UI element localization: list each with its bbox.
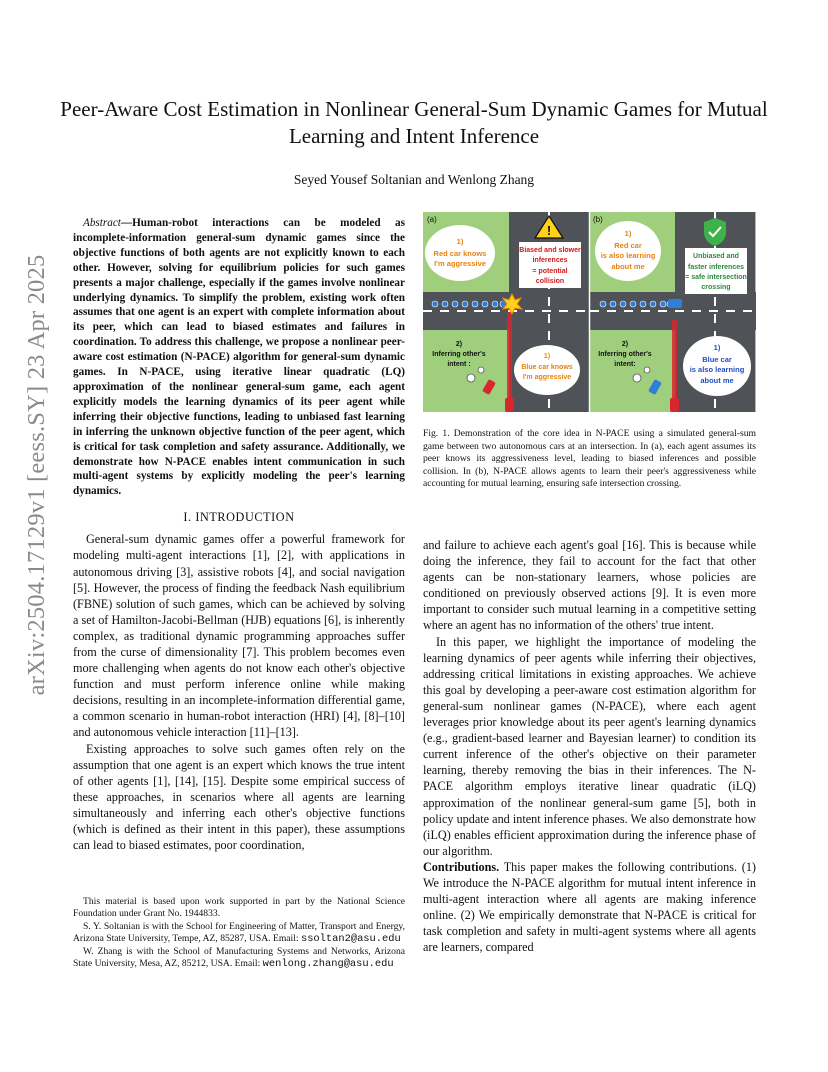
a-top-bubble-line: Red car knows [433, 249, 487, 258]
b-bottom-bubble-line: is also learning [689, 365, 745, 374]
footnotes [73, 896, 405, 970]
b-bottom-bubble-line: about me [700, 376, 734, 385]
intro-paragraph-1: General-sum dynamic games offer a powerful framework for modeling multi-agent interactions [1], [2], with applications in autonomous driving [3], assistive robots [4], and social navigation [5]. However, the process of finding the feedback Nash equilibrium (FBNE) solution of such games, which can be achieved by solving a set of Hamilton-Jacobi-Bellman (HJB) equations [6], is inherently complex, as traditional dynamic programming approaches suffer from the curse of dimensionality [7]. This problem becomes even more challenging when agents do not know each other's objective function and must perform inference online while making decisions, resulting in an incomplete-information differential game, a common scenario in human-robot interaction (HRI) [4], [8]–[10] and autonomous vehicle interaction [11]–[13]. [73, 532, 405, 740]
panel-b-label: (b) [593, 215, 603, 224]
right-paragraph-3: This paper makes the following contributions. (1) We introduce the N-PACE algorithm for mutual intent inference in multi-agent interaction where all agents are making inference online. (2) We empirically demonstrate that N-PACE is critical for task completion and safety in multi-agent systems where all agents are learners, compared [423, 859, 756, 955]
arxiv-stamp [22, 254, 52, 696]
b-top-bubble-line: Red car [614, 241, 642, 250]
a-warning-line: Biased and slower [519, 247, 581, 254]
section-heading: I. INTRODUCTION [183, 510, 295, 525]
left-column [73, 216, 405, 853]
arxiv-id: arXiv:2504.17129v1 [eess.SY] 23 Apr 2025 [23, 254, 50, 696]
abstract-text: —Human-robot interactions can be modeled as incomplete-information general-sum dynamic games since the objective functions of both agents are not explicitly known to each other. However, solving for equilibrium policies for such games presents a major challenge, especially if the games involve nonlinear underlying dynamics. To simplify the problem, existing work often assumes that one agent is an expert with complete information about its peer, which can lead to biased estimates and failures in coordination. To address this challenge, we propose a nonlinear peer-aware cost estimation (N-PACE) algorithm for general-sum dynamic games. In N-PACE, using iterative linear quadratic (LQ) approximation of the nonlinear general-sum game, each agent explicitly models the learning dynamics of its peer agent while inferring their objective functions, leading to unbiased fast learning in inferring the unknown objective function of the peer agent, which is critical for task completion and safety assurance. Additionally, we demonstrate how N-PACE enables intent communication in such multi-agent systems by explicitly modeling the peer's learning dynamics. [73, 217, 405, 498]
a-inferring-line: 2) [455, 341, 463, 348]
a-bottom-bubble-line: Blue car knows [521, 364, 573, 371]
b-top-bubble-line: is also learning [600, 251, 656, 260]
a-bottom-bubble-line: 1) [543, 353, 551, 360]
b-top-bubble-line: about me [611, 262, 645, 271]
right-paragraph-2: In this paper, we highlight the importance of modeling the learning dynamics of peer agents while inferring their objectives, addressing critical limitations in existing approaches. We achieve this goal by developing a peer-aware cost estimation algorithm for general-sum nonlinear games (N-PACE), where each agent leverages prior knowledge about its peer agent's learning dynamics (e.g., gradient-based learner and Bayesian learner) to condition its current inference of the other's objective on their parameter learning, thereby removing the bias in their inferences. The N-PACE algorithm employs iterative linear quadratic (iLQ) approximation of the nonlinear general-sum game [5], both in policy update and intent inference phases. We also demonstrate how (iLQ) enables efficient approximation during the inference phase of our algorithm. [423, 634, 756, 858]
b-bottom-bubble-line: Blue car [702, 355, 732, 364]
b-shield-line: = safe intersection [685, 274, 747, 281]
abstract [73, 216, 405, 499]
svg-text:!: ! [546, 223, 552, 238]
figure-caption: Fig. 1. Demonstration of the core idea in N-PACE using a simulated general-sum game between two autonomous cars at an intersection. In (a), each agent assumes its peer knows its aggressiveness level, leading to biased inferences and possible collision. In (b), N-PACE allows agents to learn their peer's aggressiveness while accounting for mutual learning, ensuring safe intersection crossing. [423, 428, 756, 490]
right-column [423, 537, 756, 955]
a-warning-line: collision [535, 278, 565, 285]
b-inferring-line: 2) [621, 341, 629, 348]
a-bottom-bubble-line: I'm aggressive [522, 374, 572, 381]
footnote-author-1: S. Y. Soltanian is with the School for Engineering of Matter, Transport and Energy, Arizona State University, Tempe, AZ, 85287, USA. Email: [73, 920, 405, 945]
b-shield-line: Unbiased and [693, 253, 739, 260]
figure-1 [423, 212, 756, 412]
a-warning-line: inferences [532, 257, 568, 264]
a-inferring-line: intent : [447, 361, 471, 368]
a-inferring-line: Inferring other's [432, 351, 486, 358]
b-inferring-line: intent: [614, 361, 636, 368]
abstract-label: Abstract [83, 217, 121, 229]
email-link-1[interactable]: ssoltan2@asu.edu [300, 933, 401, 946]
intro-paragraph-2: Existing approaches to solve such games often rely on the assumption that one agent is an expert which knows the true intent of other agents [1], [14], [15]. Despite some empirical success of these approaches, in scenarios where all agents are learning simultaneously and inferring each other's objective functions (which is defined as their intent in this paper), these assumptions can lead to biased estimates, poor coordination, [73, 741, 405, 853]
email-link-2[interactable]: wenlong.zhang@asu.edu [262, 958, 394, 971]
contributions-label: Contributions. [423, 859, 500, 874]
footnote-author-2: W. Zhang is with the School of Manufacturing Systems and Networks, Arizona State University, Mesa, AZ, 85212, USA. Email: [73, 945, 405, 970]
a-warning-line: = potential [532, 268, 568, 275]
b-shield-line: faster inferences [687, 264, 745, 271]
a-top-bubble-line: 1) [456, 237, 464, 246]
paper-authors: Seyed Yousef Soltanian and Wenlong Zhang [293, 172, 535, 187]
b-shield-line: crossing [701, 284, 731, 291]
b-inferring-line: Inferring other's [598, 351, 652, 358]
b-bottom-bubble-line: 1) [713, 343, 721, 352]
right-paragraph-1: and failure to achieve each agent's goal [16]. This is because while doing the inference, they fail to account for the fact that other agents can be non-stationary learners, whose policies are conditioned on previously observed actions [9]. It is even more important to consider such mutual learning in a competitive setting where an agent has no information of the others' true intent. [423, 538, 756, 633]
footnote-funding: This material is based upon work supported in part by the National Science Foundation under Grant No. 1944833. [73, 896, 405, 920]
panel-a-label: (a) [427, 215, 437, 224]
b-top-bubble-line: 1) [624, 229, 632, 238]
a-top-bubble-line: I'm aggressive [434, 259, 486, 268]
paper-title: Peer-Aware Cost Estimation in Nonlinear General-Sum Dynamic Games for Mutual Learning and Intent Inference [60, 97, 768, 148]
